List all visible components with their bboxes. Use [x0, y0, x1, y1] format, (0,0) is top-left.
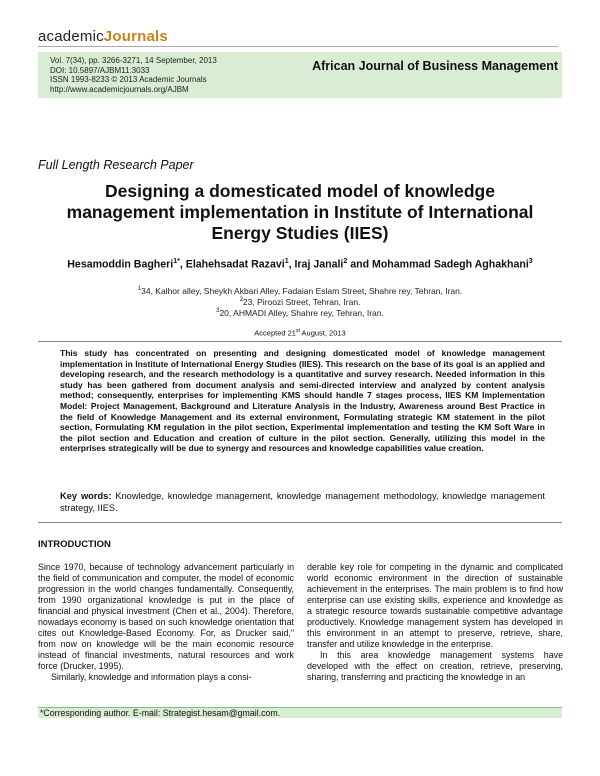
author-separator: and — [347, 258, 373, 271]
accepted-prefix: Accepted 21 — [254, 328, 296, 338]
affiliation-mark: 2 — [239, 297, 243, 304]
author-list — [30, 258, 570, 271]
paper-title: Designing a domesticated model of knowledge management implementation in Institute of International Energy Studies (IIES) — [66, 181, 534, 243]
paper-type: Full Length Research Paper — [38, 158, 194, 172]
affiliation-mark: 3 — [216, 308, 220, 315]
section-heading: INTRODUCTION — [38, 539, 111, 550]
affiliation-mark: 1 — [137, 286, 142, 293]
keywords-text: Knowledge, knowledge management, knowledge management methodology, knowledge management strategy, IIES. — [60, 491, 545, 513]
abstract: This study has concentrated on presenting and designing domesticated model of knowledge management implementation in Institute of International Energy Studies (IIES). This research on the base of its goal is an applied and developing research, and the research methodology is a quantitative and survey research. Needed information in this study has been gathered from document analysis and semi-directed interview and analyzed by content analysis method; consequently, enterprises for implementing KMS should handle 7 stages process, IIES KM Implementation Model: Project Management, Background and Literature Analysis in the Industry, Awareness around Best Practice in the field of Knowledge Management and its external environment, Formulating strategic KM statement in the pilot section, Formulating KM regulation in the pilot section, Experimental implementation and testing the KM Soft Ware in the pilot section and Education and creation of culture in the pilot section. Generally, utilizing this model in the enterprises strategically will be due to synergy and resources and knowledge capabilities value creation. — [60, 348, 545, 454]
author-separator: , — [288, 258, 295, 271]
body-paragraph: derable key role for competing in the dynamic and complicated world economic environment in the direction of sustainable achievement in the enterprises. The main problem is to find how enterprise can use existing skills, experience and knowledge as a strategic resource towards sustainable competitive advantage productively. Knowledge management system has developed in this environment in an attempt to preserve, retrieve, share, transfer and utilize knowledge in the enterprise. — [307, 562, 563, 649]
publication-meta — [50, 56, 217, 94]
affiliation-text: 34, Kalhor alley, Sheykh Akbari Alley, Fadaian Eslam Street, Shahre rey, Tehran, Iran. — [141, 286, 463, 296]
body-paragraph: In this area knowledge management systems have developed with the effect on creation, retrieve, preserving, sharing, transferring and practicing the knowledge in an — [307, 649, 563, 682]
meta-url[interactable]: http://www.academicjournals.org/AJBM — [50, 84, 189, 94]
affiliation — [50, 308, 550, 318]
keywords — [60, 491, 545, 514]
affiliation-text: 23, Piroozi Street, Tehran, Iran. — [242, 297, 361, 307]
author-mark: 3 — [528, 258, 533, 265]
author-name: Elahehsadat Razavi — [185, 258, 285, 271]
meta-volume: Vol. 7(34), pp. 3266-3271, 14 September, 2013 — [50, 56, 217, 65]
author-mark: 2 — [343, 258, 348, 265]
meta-doi: DOI: 10.5897/AJBM11.3033 — [50, 65, 150, 75]
body-paragraph: Since 1970, because of technology advancement particularly in the field of communication and computer, the model of economic progression in the world changes fundamentally. Consequently, from 1990 organizational knowledge is put in the place of financial and physical investment (Chen et al., 2004). Therefore, nowadays economy is based on such knowledge orientation that cites out Knowledge-Based Economy. For, as Drucker said," from now on knowledge will be the main economic resource instead of financial investments, natural resources and work force (Drucker, 1995). — [38, 562, 294, 671]
meta-issn: ISSN 1993-8233 © 2013 Academic Journals — [50, 75, 207, 85]
author-name: Mohammad Sadegh Aghakhani — [372, 258, 529, 271]
corresponding-author-footnote: *Corresponding author. E-mail: Strategist.hesam@gmail.com. — [40, 708, 281, 718]
keywords-label: Key words: — [60, 491, 112, 501]
body-column-right — [307, 562, 563, 682]
publisher-logo — [38, 28, 168, 45]
author-mark: 1* — [173, 258, 180, 265]
abstract-top-rule — [38, 341, 562, 342]
author-name: Iraj Janali — [294, 258, 344, 271]
abstract-bottom-rule — [38, 522, 562, 523]
author-mark: 1 — [284, 258, 289, 265]
accepted-suffix: August, 2013 — [299, 328, 346, 338]
logo-part-journals: Journals — [103, 28, 168, 45]
affiliation — [50, 297, 550, 307]
body-paragraph: Similarly, knowledge and information plays a consi- — [51, 671, 252, 682]
author-name: Hesamoddin Bagheri — [67, 258, 174, 271]
affiliation-text: 20, AHMADI Alley, Shahre rey, Tehran, Iran. — [219, 308, 384, 318]
body-column-left — [38, 562, 294, 682]
accepted-ordinal: st — [295, 328, 300, 334]
affiliation — [50, 286, 550, 296]
accepted-date — [50, 328, 550, 338]
logo-rule — [38, 46, 558, 47]
author-separator: , — [179, 258, 186, 271]
journal-name: African Journal of Business Management — [312, 59, 558, 73]
logo-part-academic: academic — [38, 28, 104, 45]
